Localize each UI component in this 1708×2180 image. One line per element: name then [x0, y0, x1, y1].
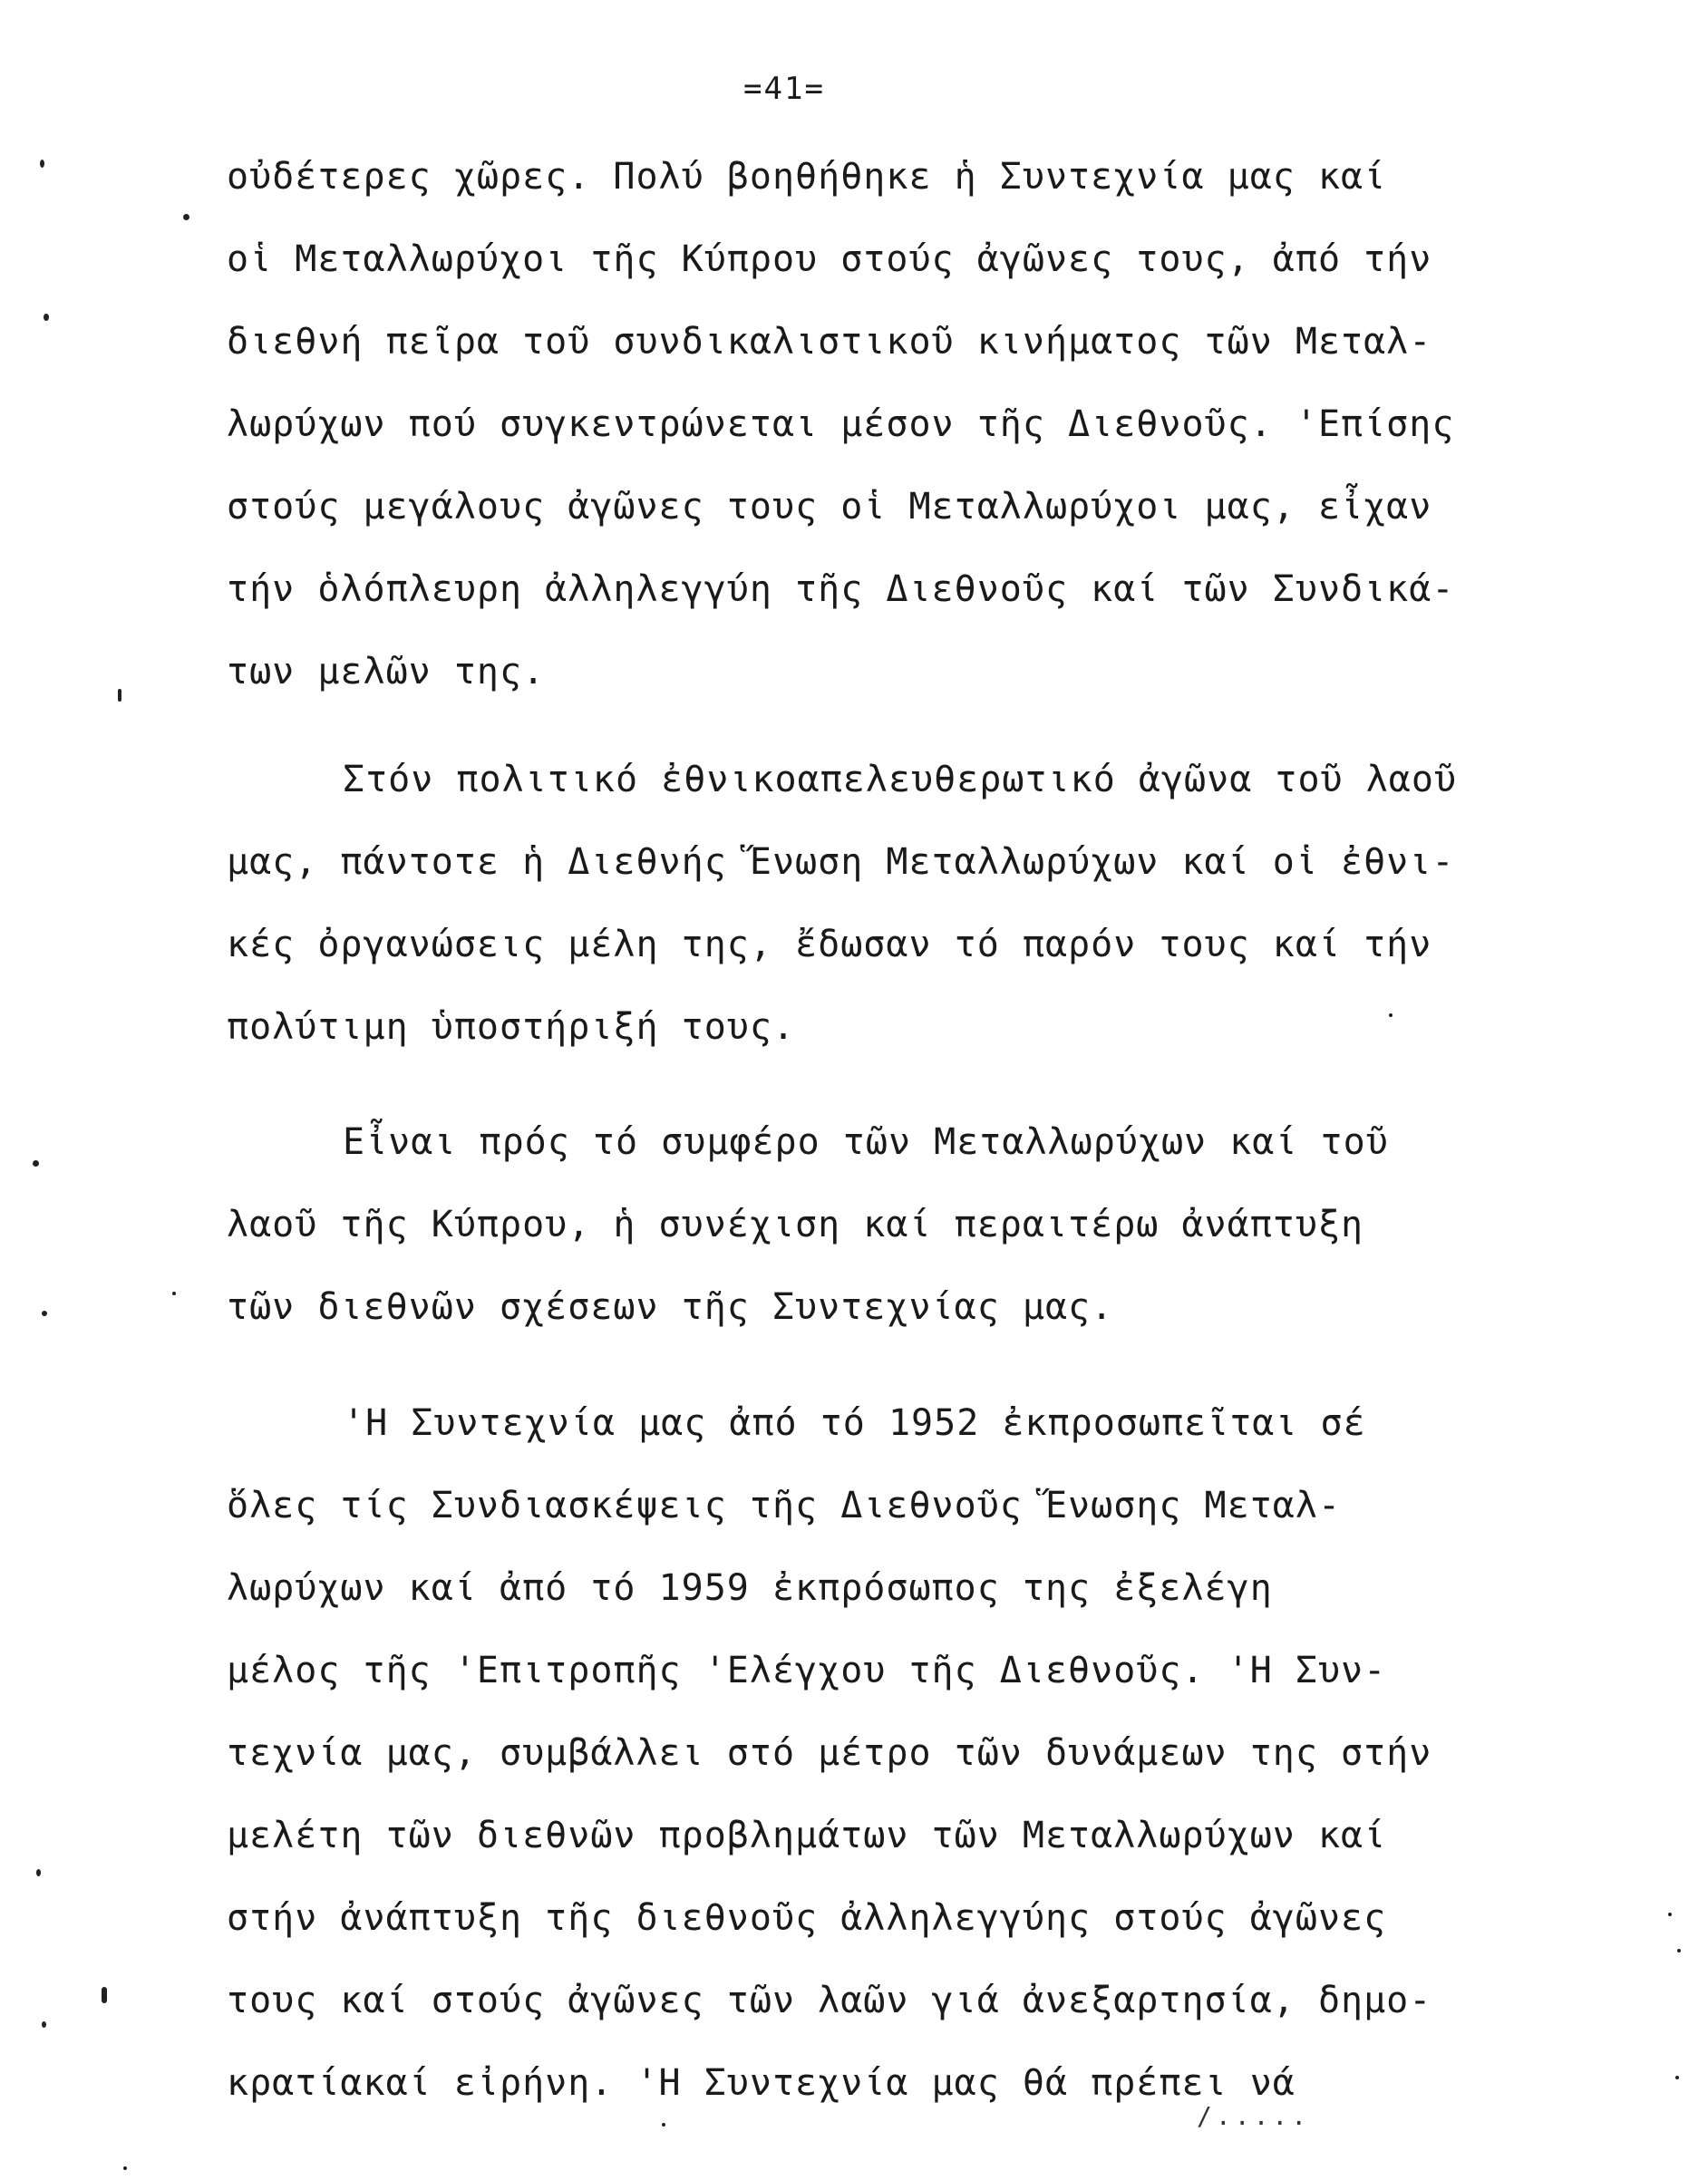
- paragraph-4: [227, 1382, 1514, 2125]
- scan-speck: [123, 2166, 127, 2170]
- text-line: λωρύχων πού συγκεντρώνεται μέσον τῆς Διεθνοῦς. 'Επίσης: [227, 403, 1455, 445]
- text-line: κές ὀργανώσεις μέλη της, ἔδωσαν τό παρόν τους καί τήν: [227, 924, 1432, 965]
- paragraph-1: [227, 136, 1514, 713]
- text-line: οἱ Μεταλλωρύχοι τῆς Κύπρου στούς ἀγῶνες τους, ἀπό τήν: [227, 238, 1432, 280]
- text-line: Εἶναι πρός τό συμφέρο τῶν Μεταλλωρύχων καί τοῦ: [343, 1121, 1389, 1163]
- scan-speck: [1677, 1949, 1681, 1952]
- scan-speck: [1389, 1013, 1393, 1017]
- text-line: μέλος τῆς 'Επιτροπῆς 'Ελέγχου τῆς Διεθνοῦς. 'Η Συν-: [227, 1650, 1387, 1691]
- paragraph-2: [227, 739, 1514, 1069]
- text-line: τήν ὁλόπλευρη ἀλληλεγγύη τῆς Διεθνοῦς καί τῶν Συνδικά-: [227, 568, 1455, 610]
- scan-speck: [44, 314, 49, 321]
- paragraph-3: [227, 1101, 1514, 1349]
- scan-speck: [183, 214, 189, 220]
- text-line: τους καί στούς ἀγῶνες τῶν λαῶν γιά ἀνεξαρτησία, δημο-: [227, 1980, 1432, 2021]
- scan-speck: [1668, 1913, 1672, 1916]
- text-line: 'Η Συντεχνία μας ἀπό τό 1952 ἐκπροσωπεῖται σέ: [343, 1402, 1366, 1444]
- text-line: μελέτη τῶν διεθνῶν προβλημάτων τῶν Μεταλλωρύχων καί: [227, 1815, 1387, 1856]
- text-line: των μελῶν της.: [227, 651, 546, 693]
- page-number: =41=: [743, 71, 825, 107]
- scan-speck: [662, 2123, 665, 2127]
- text-line: λαοῦ τῆς Κύπρου, ἡ συνέχιση καί περαιτέρω ἀνάπτυξη: [227, 1204, 1364, 1245]
- text-line: Στόν πολιτικό ἐθνικοαπελευθερωτικό ἀγῶνα τοῦ λαοῦ: [343, 759, 1458, 800]
- text-line: διεθνή πεῖρα τοῦ συνδικαλιστικοῦ κινήματος τῶν Μεταλ-: [227, 321, 1432, 363]
- text-line: μας, πάντοτε ἡ Διεθνής Ἕνωση Μεταλλωρύχων καί οἱ ἐθνι-: [227, 841, 1455, 883]
- scan-speck: [1675, 2076, 1679, 2079]
- text-line: τεχνία μας, συμβάλλει στό μέτρο τῶν δυνάμεων της στήν: [227, 1732, 1432, 1774]
- text-line: τῶν διεθνῶν σχέσεων τῆς Συντεχνίας μας.: [227, 1286, 1114, 1328]
- scan-speck: [102, 1987, 107, 2003]
- text-line: ὅλες τίς Συνδιασκέψεις τῆς Διεθνοῦς Ἕνωσης Μεταλ-: [227, 1485, 1342, 1526]
- continuation-mark: /.....: [1197, 2101, 1311, 2131]
- scan-speck: [33, 1160, 39, 1167]
- scan-speck: [36, 1869, 41, 1876]
- text-line: πολύτιμη ὑποστήριξή τους.: [227, 1006, 796, 1048]
- scan-speck: [172, 1292, 176, 1295]
- text-line: στήν ἀνάπτυξη τῆς διεθνοῦς ἀλληλεγγύης στούς ἀγῶνες: [227, 1897, 1387, 1939]
- scan-speck: [42, 2021, 46, 2028]
- scan-speck: [40, 160, 44, 168]
- text-line: στούς μεγάλους ἀγῶνες τους οἱ Μεταλλωρύχοι μας, εἶχαν: [227, 486, 1432, 528]
- scan-speck: [42, 1311, 47, 1316]
- text-line: λωρύχων καί ἀπό τό 1959 ἐκπρόσωπος της ἐξελέγη: [227, 1567, 1273, 1609]
- text-line: οὐδέτερες χῶρες. Πολύ βοηθήθηκε ἡ Συντεχνία μας καί: [227, 156, 1387, 198]
- scan-speck: [118, 689, 121, 702]
- text-line: κρατίακαί εἰρήνη. 'Η Συντεχνία μας θά πρέπει νά: [227, 2062, 1296, 2104]
